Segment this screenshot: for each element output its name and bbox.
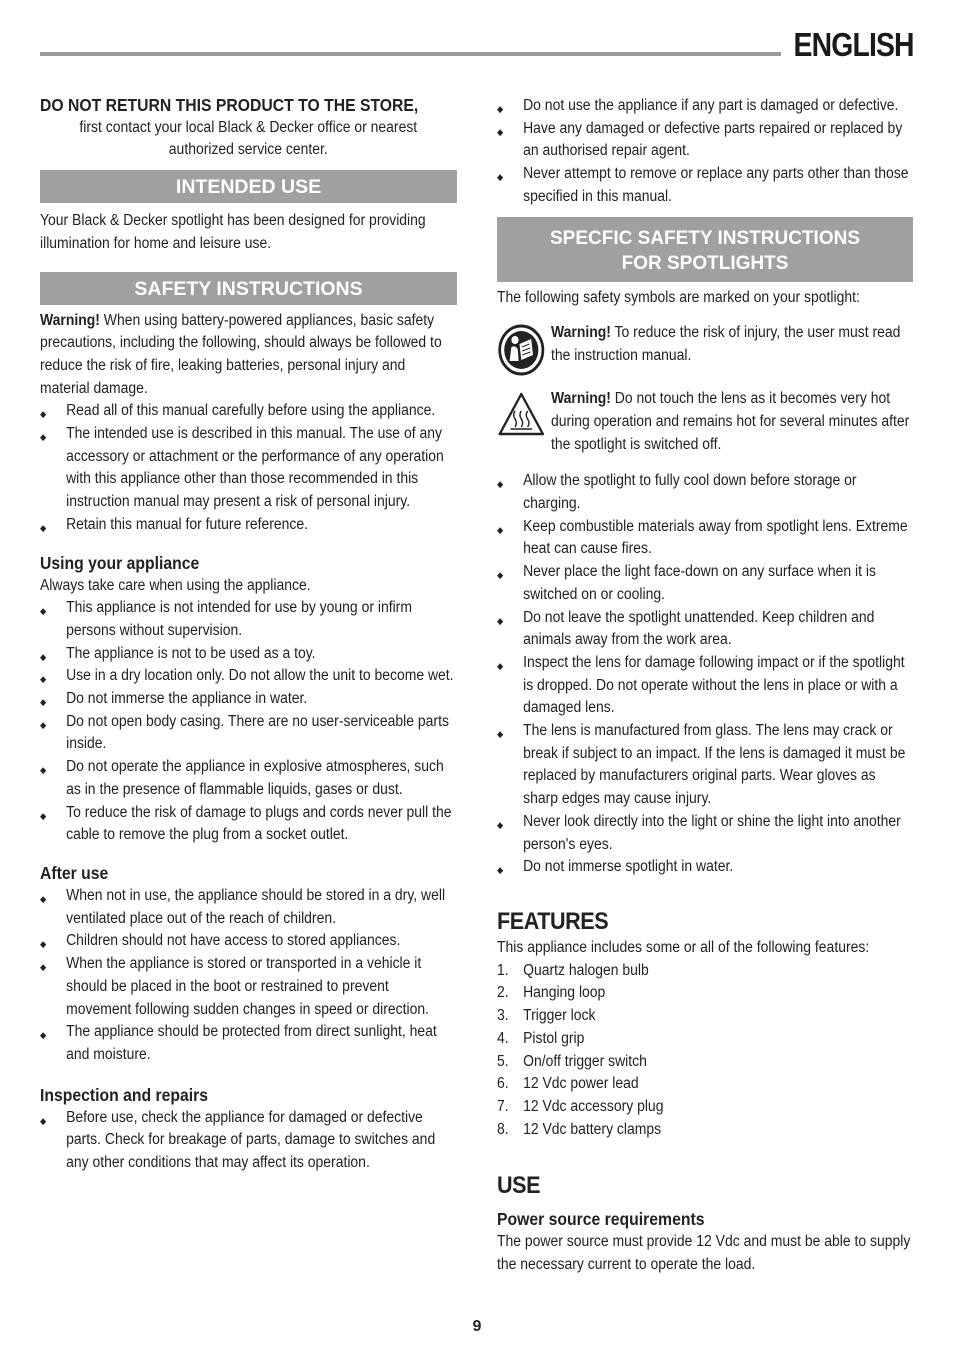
use-heading: USE xyxy=(497,1172,541,1200)
list-item: ◆ Allow the spotlight to fully cool down before storage or charging. xyxy=(497,470,913,515)
using-list xyxy=(40,597,457,847)
list-item: ◆ Do not use the appliance if any part is damaged or defective. xyxy=(497,95,913,118)
after-use-heading: After use xyxy=(40,862,109,883)
read-manual-symbol-row xyxy=(497,323,913,377)
list-item: ◆ Inspect the lens for damage following impact or if the spotlight is dropped. Do not operate without the lens in place or with a damaged lens. xyxy=(497,652,913,720)
feature-item: 6. 12 Vdc power lead xyxy=(497,1075,639,1093)
list-item: ◆ Do not leave the spotlight unattended. Keep children and animals away from the work area. xyxy=(497,607,913,652)
list-item: ◆ Do not immerse the appliance in water. xyxy=(40,688,457,711)
feature-item: 1. Quartz halogen bulb xyxy=(497,961,649,979)
using-intro: Always take care when using the appliance. xyxy=(40,576,311,594)
feature-item: 5. On/off trigger switch xyxy=(497,1052,647,1070)
intended-use-heading: INTENDED USE xyxy=(40,170,457,203)
safety-warning-paragraph: Warning! When using battery-powered appliances, basic safety precautions, including the following, should always be followed to reduce the risk of fire, leaking batteries, personal injury and material damage. xyxy=(40,311,442,397)
hot-surface-symbol-row xyxy=(497,391,913,456)
list-item: ◆ Before use, check the appliance for damaged or defective parts. Check for breakage of parts, damage to switches and any other conditions that may affect its operation. xyxy=(40,1107,457,1175)
list-item: ◆ Do not operate the appliance in explosive atmospheres, such as in the presence of flammable liquids, gases or dust. xyxy=(40,756,457,801)
damage-list xyxy=(497,95,913,209)
symbols-intro: The following safety symbols are marked on your spotlight: xyxy=(497,288,860,306)
safety-list xyxy=(40,400,457,536)
list-item: ◆ The appliance is not to be used as a toy. xyxy=(40,643,457,666)
list-item: ◆ To reduce the risk of damage to plugs and cords never pull the cable to remove the plug from a socket outlet. xyxy=(40,802,457,847)
intended-use-text: Your Black & Decker spotlight has been designed for providing illumination for home and leisure use. xyxy=(40,212,426,252)
feature-item: 8. 12 Vdc battery clamps xyxy=(497,1120,662,1138)
feature-item: 2. Hanging loop xyxy=(497,984,606,1002)
list-item: ◆ When the appliance is stored or transported in a vehicle it should be placed in the boot or restrained to prevent movement following sudden changes in speed or direction. xyxy=(40,953,457,1021)
read-manual-icon xyxy=(497,323,546,377)
header-rule xyxy=(40,52,781,56)
list-item: ◆ Have any damaged or defective parts repaired or replaced by an authorised repair agent. xyxy=(497,118,913,163)
list-item: ◆ The appliance should be protected from direct sunlight, heat and moisture. xyxy=(40,1021,457,1066)
list-item: ◆ The lens is manufactured from glass. The lens may crack or break if subject to an impact. If the lens is damaged it must be replaced by manufacturers original parts. Wear gloves as sharp edges may cause injury. xyxy=(497,720,913,811)
inspection-list xyxy=(40,1107,457,1175)
symbol1-text: Warning! To reduce the risk of injury, the user must read the instruction manual. xyxy=(551,324,901,364)
list-item: ◆ This appliance is not intended for use by young or infirm persons without supervision. xyxy=(40,597,457,642)
list-item: ◆ Use in a dry location only. Do not allow the unit to become wet. xyxy=(40,665,457,688)
list-item: ◆ When not in use, the appliance should be stored in a dry, well ventilated place out of the reach of children. xyxy=(40,885,457,930)
inspection-heading: Inspection and repairs xyxy=(40,1084,209,1105)
page-number: 9 xyxy=(472,1318,482,1335)
page-language-title: ENGLISH xyxy=(793,26,914,63)
spotlight-safety-list xyxy=(497,470,913,879)
symbol2-text: Warning! Do not touch the lens as it becomes very hot during operation and remains hot for several minutes after the spotlight is switched off. xyxy=(551,390,910,453)
features-intro: This appliance includes some or all of the following features: xyxy=(497,938,870,956)
list-item: ◆ Keep combustible materials away from spotlight lens. Extreme heat can cause fires. xyxy=(497,516,913,561)
list-item: ◆ Retain this manual for future reference. xyxy=(40,514,457,537)
list-item: ◆ Read all of this manual carefully before using the appliance. xyxy=(40,400,457,423)
warning-label: Warning! xyxy=(40,311,100,329)
hot-surface-warning-icon xyxy=(497,391,546,437)
features-heading: FEATURES xyxy=(497,907,609,935)
features-list xyxy=(497,960,913,1142)
list-item: ◆ Never look directly into the light or shine the light into another person's eyes. xyxy=(497,811,913,856)
left-column xyxy=(40,92,457,1175)
using-heading: Using your appliance xyxy=(40,552,200,573)
list-item: ◆ Do not immerse spotlight in water. xyxy=(497,856,913,879)
feature-item: 3. Trigger lock xyxy=(497,1007,596,1025)
list-item: ◆ Children should not have access to stored appliances. xyxy=(40,930,457,953)
right-column xyxy=(497,92,913,1277)
list-item: ◆ The intended use is described in this manual. The use of any accessory or attachment or the performance of any operation with this appliance other than those recommended in this instruction manual may present a risk of personal injury. xyxy=(40,423,457,514)
after-use-list xyxy=(40,885,457,1067)
list-item: ◆ Never place the light face-down on any surface when it is switched on or cooling. xyxy=(497,561,913,606)
store-text: first contact your local Black & Decker office or nearest authorized service center. xyxy=(79,118,418,159)
safety-instructions-heading: SAFETY INSTRUCTIONS xyxy=(40,272,457,305)
power-source-heading: Power source requirements xyxy=(497,1209,705,1230)
specific-safety-heading: SPECFIC SAFETY INSTRUCTIONS FOR SPOTLIGHTS xyxy=(497,217,913,282)
list-item: ◆ Do not open body casing. There are no user-serviceable parts inside. xyxy=(40,711,457,756)
power-source-text: The power source must provide 12 Vdc and must be able to supply the necessary current to operate the load. xyxy=(497,1233,911,1274)
list-item: ◆ Never attempt to remove or replace any parts other than those specified in this manual. xyxy=(497,163,913,208)
feature-item: 7. 12 Vdc accessory plug xyxy=(497,1097,664,1115)
feature-item: 4. Pistol grip xyxy=(497,1029,585,1047)
store-heading: DO NOT RETURN THIS PRODUCT TO THE STORE, xyxy=(40,95,419,115)
